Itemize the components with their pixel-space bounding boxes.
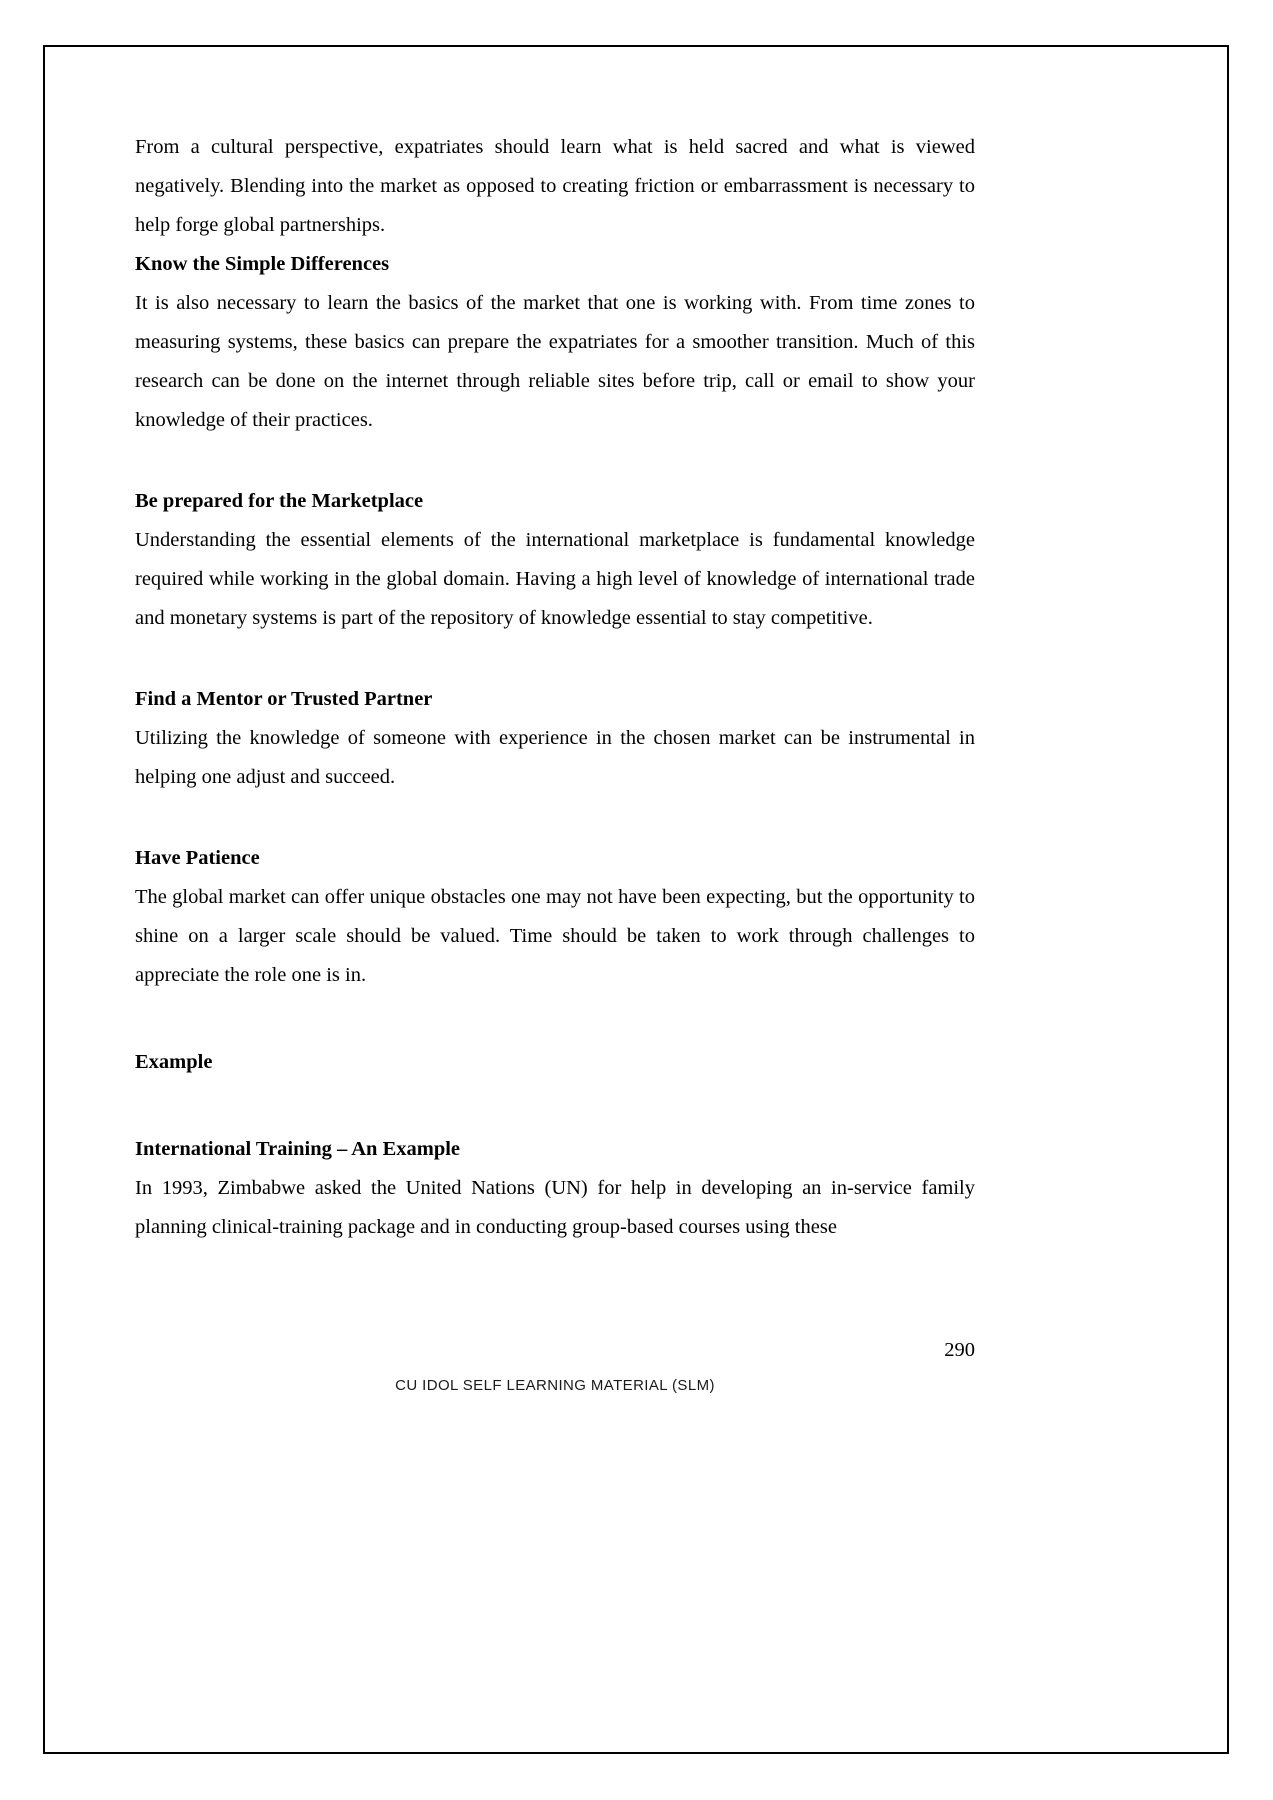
section-heading: Find a Mentor or Trusted Partner bbox=[135, 688, 433, 710]
section-paragraph: In 1993, Zimbabwe asked the United Nations (UN) for help in developing an in-service family planning clinical-training package and in conducting group-based courses using these bbox=[135, 1177, 975, 1238]
section-find-a-mentor-or-trusted-partner bbox=[135, 680, 975, 797]
section-have-patience bbox=[135, 839, 975, 995]
page-number: 290 bbox=[944, 1339, 975, 1361]
section-know-the-simple-differences bbox=[135, 245, 975, 440]
section-heading: Be prepared for the Marketplace bbox=[135, 490, 424, 512]
section-paragraph: Understanding the essential elements of the international marketplace is fundamental knowledge required while working in the global domain. Having a high level of knowledge of international trade and monetary systems is part of the repository of knowledge essential to stay competitive. bbox=[135, 529, 975, 629]
section-heading: Example bbox=[135, 1051, 213, 1073]
section-paragraph: The global market can offer unique obstacles one may not have been expecting, but the opportunity to shine on a larger scale should be valued. Time should be taken to work through challenges to appreciate the role one is in. bbox=[135, 886, 975, 986]
section-heading: Know the Simple Differences bbox=[135, 253, 390, 275]
section-international-training-an-example bbox=[135, 1130, 975, 1247]
section-paragraph: Utilizing the knowledge of someone with experience in the chosen market can be instrumental in helping one adjust and succeed. bbox=[135, 727, 975, 788]
page-content bbox=[135, 128, 975, 1247]
page-footer: CU IDOL SELF LEARNING MATERIAL (SLM) bbox=[395, 1377, 715, 1394]
section-heading: Have Patience bbox=[135, 847, 260, 869]
section-heading: International Training – An Example bbox=[135, 1138, 461, 1160]
intro-paragraph: From a cultural perspective, expatriates should learn what is held sacred and what is viewed negatively. Blending into the market as opposed to creating friction or embarrassment is necessary to help forge global partnerships. bbox=[135, 136, 975, 236]
section-paragraph: It is also necessary to learn the basics of the market that one is working with. From time zones to measuring systems, these basics can prepare the expatriates for a smoother transition. Much of this research can be done on the internet through reliable sites before trip, call or email to show your knowledge of their practices. bbox=[135, 292, 975, 431]
section-be-prepared-for-the-marketplace bbox=[135, 482, 975, 638]
section-example bbox=[135, 1043, 975, 1082]
